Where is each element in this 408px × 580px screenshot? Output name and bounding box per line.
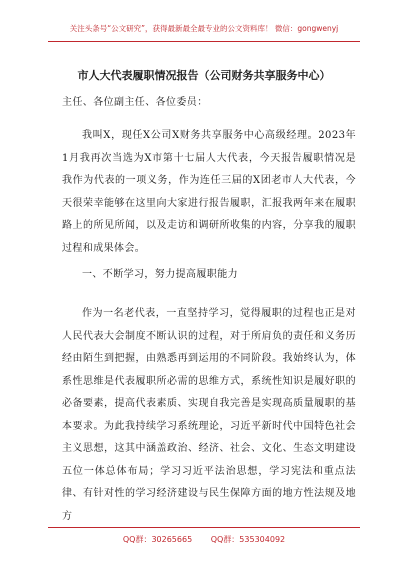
document-title: 市人大代表履职情况报告（公司财务共享服务中心） — [77, 69, 331, 82]
greeting: 主任、各位副主任、各位委员： — [62, 97, 208, 108]
footer-qq-group-1: QQ群：30265665 — [122, 535, 193, 544]
footer — [48, 533, 360, 547]
section-heading: 一、不断学习，努力提高履职能力 — [82, 269, 238, 280]
paragraph-intro: 我叫X，现任X公司X财务共享服务中心高级经理。2023年1月我再次当选为X市第十七届人大代表，今天报告履职情况是我作为代表的一项义务，作为连任三届的X团老市人大代表，今天很荣幸能够在这里向大家进行报告履职，汇报我两年来在履职路上的所见所闻，以及走访和调研所收集的内容，分享我的履职过程和成果体会。 — [62, 130, 356, 254]
footer-divider — [48, 527, 360, 528]
header-divider — [48, 41, 360, 42]
paragraph-learning: 作为一名老代表，一直坚持学习，觉得履职的过程也正是对人民代表大会制度不断认识的过程，对于所肩负的责任和义务历经由陌生到把握，由熟悉再到运用的不同阶段。我始终认为，体系性思维是代表履职所必需的思维方式，系统性知识是履好职的必备要素，提高代表素质、实现自我完善是实现高质量履职的基本要求。为此我持续学习系统理论，习近平新时代中国特色社会主义思想，这其中涵盖政治、经济、社会、文化、生态文明建设五位一体总体布局；学习习近平法治思想，学习宪法和重点法律、有针对性的学习经济建设与民生保障方面的地方性法规及地方 — [62, 308, 356, 522]
footer-qq-group-2: QQ群：535304092 — [210, 535, 286, 544]
header-banner: 关注头条号“公文研究”，获得最新最全最专业的公文资料库！ 微信：gongwenyj — [69, 24, 339, 33]
